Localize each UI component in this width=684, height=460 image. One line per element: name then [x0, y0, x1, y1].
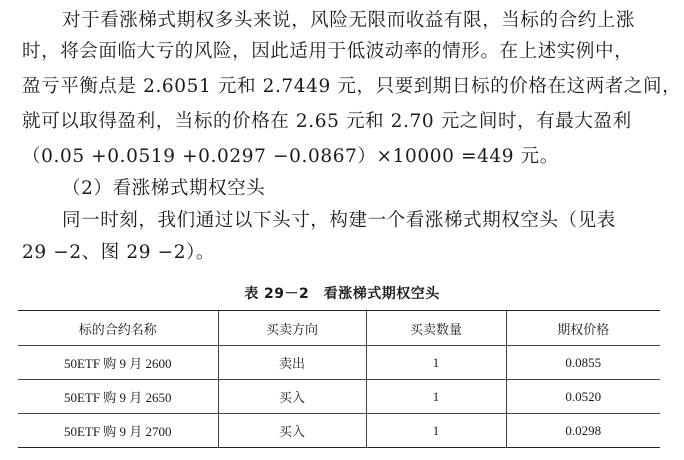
- paragraph-line: 盈亏平衡点是 2.6051 元和 2.7449 元，只要到期日标的价格在这两者之间，: [22, 76, 682, 97]
- header-quantity: 买卖数量: [366, 311, 506, 346]
- cell-contract-name: 50ETF 购 9 月 2650: [18, 380, 218, 414]
- header-option-price: 期权价格: [506, 311, 660, 346]
- table-row: [18, 346, 660, 380]
- options-table: [18, 310, 660, 448]
- cell-direction: 买入: [218, 380, 366, 414]
- table-title: 表 29－2 看涨梯式期权空头: [244, 286, 440, 302]
- cell-quantity: 1: [366, 380, 506, 414]
- cell-option-price: 0.0298: [506, 414, 660, 448]
- cell-direction: 卖出: [218, 346, 366, 380]
- cell-contract-name: 50ETF 购 9 月 2700: [18, 414, 218, 448]
- cell-quantity: 1: [366, 346, 506, 380]
- cell-option-price: 0.0520: [506, 380, 660, 414]
- cell-direction: 买入: [218, 414, 366, 448]
- section-heading: （2）看涨梯式期权空头: [62, 178, 266, 199]
- table-row: [18, 414, 660, 448]
- paragraph-line: 对于看涨梯式期权多头来说，风险无限而收益有限，当标的合约上涨: [62, 10, 636, 31]
- header-direction: 买卖方向: [218, 311, 366, 346]
- table-header-row: [18, 311, 660, 346]
- formula-line: （0.05 +0.0519 +0.0297 −0.0867）×10000 =449 元。: [22, 146, 559, 167]
- cell-quantity: 1: [366, 414, 506, 448]
- paragraph-line: 同一时刻，我们通过以下头寸，构建一个看涨梯式期权空头（见表: [62, 210, 616, 231]
- header-contract-name: 标的合约名称: [18, 311, 218, 346]
- table-row: [18, 380, 660, 414]
- cell-option-price: 0.0855: [506, 346, 660, 380]
- paragraph-line: 29 −2、图 29 −2）。: [22, 242, 216, 263]
- paragraph-line: 就可以取得盈利，当标的价格在 2.65 元和 2.70 元之间时，有最大盈利: [22, 111, 632, 132]
- cell-contract-name: 50ETF 购 9 月 2600: [18, 346, 218, 380]
- paragraph-line: 时，将会面临大亏的风险，因此适用于低波动率的情形。在上述实例中，: [22, 41, 634, 62]
